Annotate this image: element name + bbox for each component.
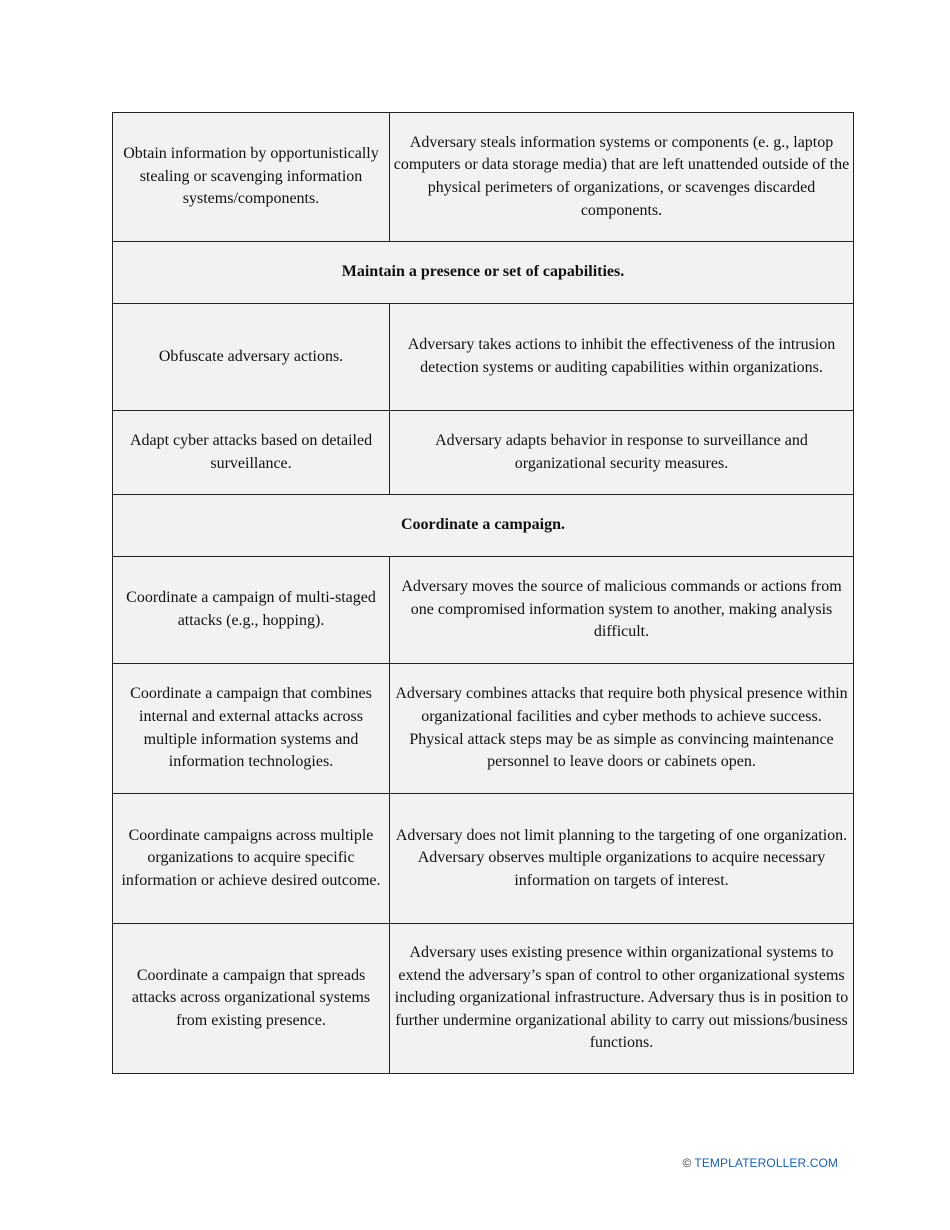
activity-cell: Obtain information by opportunistically stealing or scavenging information systems/components.: [113, 113, 390, 242]
description-cell: Adversary combines attacks that require both physical presence within organizational facilities and cyber methods to achieve success. Physical attack steps may be as simple as convincing maintenance personnel to leave doors or cabinets open.: [390, 664, 854, 794]
threat-events-table: [112, 112, 854, 1074]
templateroller-link[interactable]: TEMPLATEROLLER.COM: [694, 1156, 838, 1170]
description-cell: Adversary steals information systems or components (e. g., laptop computers or data storage media) that are left unattended outside of the physical perimeters of organizations, or scavenges discarded components.: [390, 113, 854, 242]
description-cell: Adversary takes actions to inhibit the effectiveness of the intrusion detection systems or auditing capabilities within organizations.: [390, 304, 854, 411]
activity-cell: Coordinate campaigns across multiple organizations to acquire specific information or achieve desired outcome.: [113, 794, 390, 924]
description-cell: Adversary uses existing presence within organizational systems to extend the adversary’s span of control to other organizational systems including organizational infrastructure. Adversary thus is in position to further undermine organizational ability to carry out missions/business functions.: [390, 924, 854, 1074]
table-row: [113, 924, 854, 1074]
activity-cell: Obfuscate adversary actions.: [113, 304, 390, 411]
table-row: [113, 664, 854, 794]
table-row: [113, 794, 854, 924]
section-heading: Coordinate a campaign.: [113, 495, 854, 557]
table-row: [113, 113, 854, 242]
table-row: [113, 557, 854, 664]
description-cell: Adversary moves the source of malicious commands or actions from one compromised information system to another, making analysis difficult.: [390, 557, 854, 664]
footer: [682, 1156, 838, 1170]
activity-cell: Coordinate a campaign of multi-staged attacks (e.g., hopping).: [113, 557, 390, 664]
activity-cell: Adapt cyber attacks based on detailed surveillance.: [113, 411, 390, 495]
section-row: [113, 495, 854, 557]
table-row: [113, 411, 854, 495]
description-cell: Adversary adapts behavior in response to surveillance and organizational security measures.: [390, 411, 854, 495]
activity-cell: Coordinate a campaign that spreads attacks across organizational systems from existing presence.: [113, 924, 390, 1074]
activity-cell: Coordinate a campaign that combines internal and external attacks across multiple information systems and information technologies.: [113, 664, 390, 794]
description-cell: Adversary does not limit planning to the targeting of one organization. Adversary observes multiple organizations to acquire necessary information on targets of interest.: [390, 794, 854, 924]
copyright-symbol: ©: [682, 1156, 692, 1170]
table-row: [113, 304, 854, 411]
section-heading: Maintain a presence or set of capabilities.: [113, 242, 854, 304]
section-row: [113, 242, 854, 304]
